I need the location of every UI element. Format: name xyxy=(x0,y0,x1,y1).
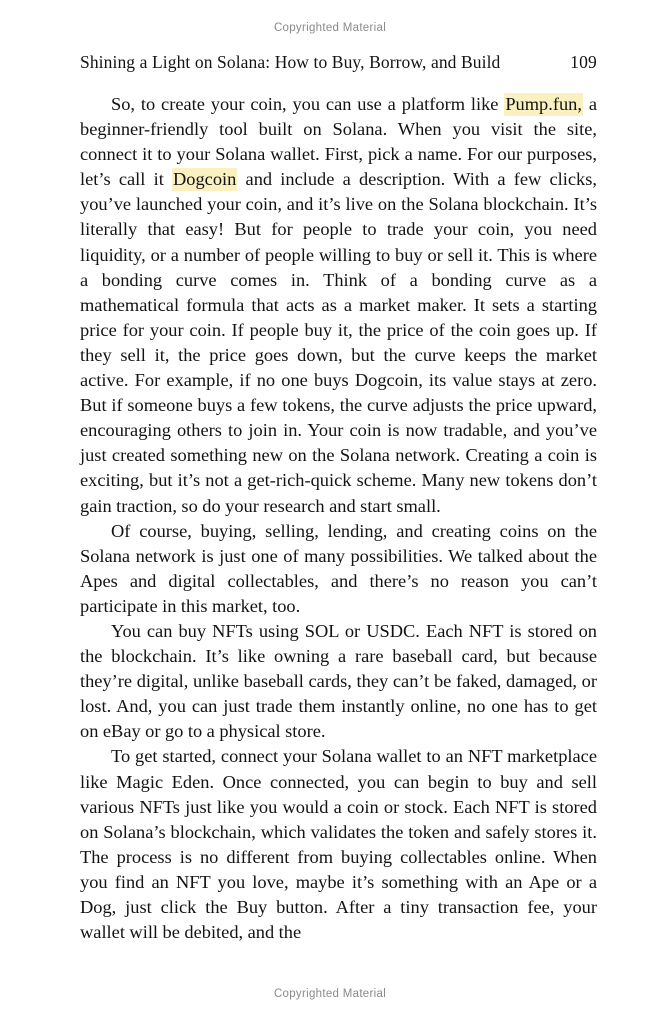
watermark-top: Copyrighted Material xyxy=(273,22,387,34)
paragraph: You can buy NFTs using SOL or USDC. Each NFT is stored on the blockchain. It’s like owning a rare baseball card, but because they’re digital, unlike baseball cards, they can’t be faked, damaged, or lost. And, you can just trade them instantly online, no one has to get on eBay or go to a physical store. xyxy=(80,620,597,742)
body-text-block xyxy=(80,92,597,945)
running-head-title: Shining a Light on Solana: How to Buy, Borrow, and Build xyxy=(80,52,501,72)
highlighted-text: Dogcoin xyxy=(173,169,237,190)
paragraph: Of course, buying, selling, lending, and creating coins on the Solana network is just one of many possibilities. We talked about the Apes and digital collectables, and there’s no reason you can’t participate in this market, too. xyxy=(80,520,597,616)
page-number: 109 xyxy=(570,52,597,72)
running-head xyxy=(80,52,597,73)
highlighted-text: Pump.fun, xyxy=(505,94,582,114)
paragraph: So, to create your coin, you can use a platform like Pump.fun, a beginner-friendly tool built on Solana. When you visit the site, connect it to your Solana wallet. First, pick a name. For our purposes, let’s call it Dogcoin and include a description. With a few clicks, you’ve launched your coin, and it’s live on the Solana blockchain. It’s literally that easy! But for people to trade your coin, you need liquidity, or a number of people willing to buy or sell it. This is where a bonding curve comes in. Think of a bonding curve as a mathematical formula that acts as a market maker. It sets a starting price for your coin. If people buy it, the price of the coin goes up. If they sell it, the price goes down, but the curve keeps the market active. For example, if no one buys Dogcoin, its value stays at zero. But if someone buys a few tokens, the curve adjusts the price upward, encouraging others to join in. Your coin is now tradable, and you’ve just created something new on the Solana network. Creating a coin is exciting, but it’s not a get-rich-quick scheme. Many new tokens don’t gain traction, so do your research and start small. xyxy=(80,94,597,516)
watermark-bottom: Copyrighted Material xyxy=(273,988,387,1000)
paragraph: To get started, connect your Solana wallet to an NFT marketplace like Magic Eden. Once connected, you can begin to buy and sell various NFTs just like you would a coin or stock. Each NFT is stored on Solana’s blockchain, which validates the token and safely stores it. The process is no different from buying collectables online. When you find an NFT you love, maybe it’s something with an Ape or a Dog, just click the Buy button. After a tiny transaction fee, your wallet will be debited, and the xyxy=(80,746,597,943)
